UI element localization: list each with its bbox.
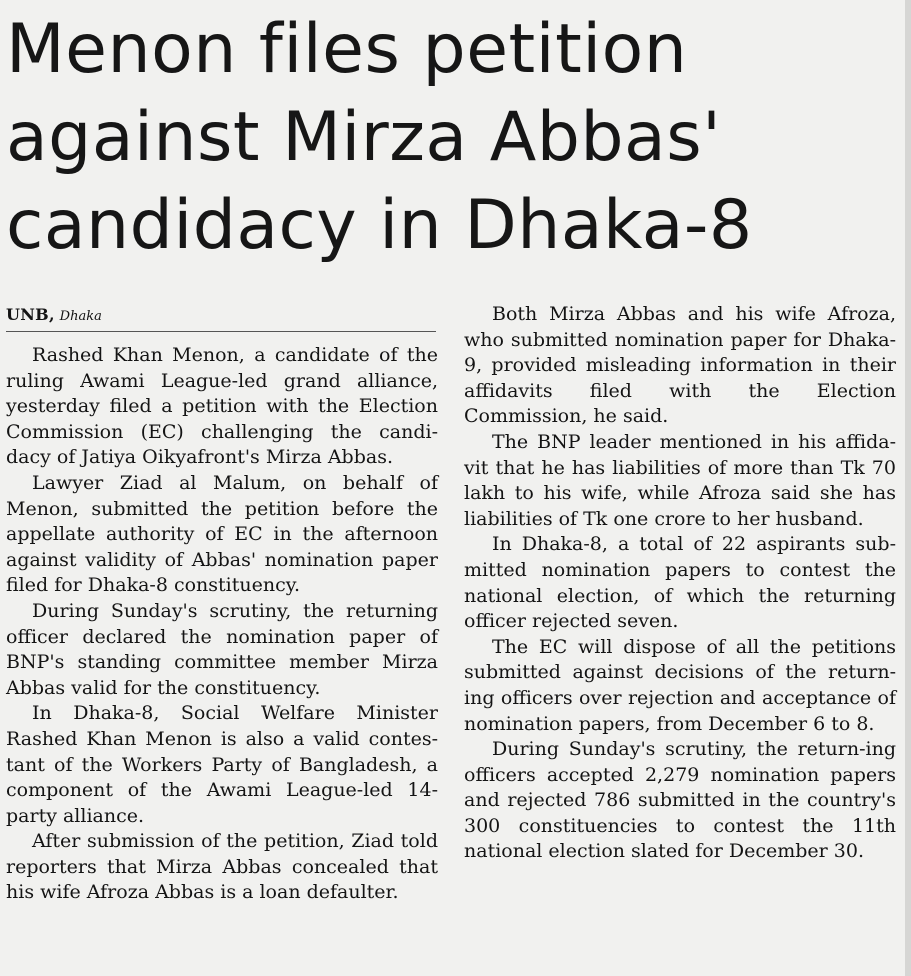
dateline: Dhaka [59,309,102,324]
paragraph: Lawyer Ziad al Malum, on behalf of Menon, submitted the petition before the appellate authority of EC in the afternoon against validity of Abbas' nomination paper filed for Dhaka-8 constituency. [6,471,438,597]
paragraph: In Dhaka-8, Social Welfare Minister Rashed Khan Menon is also a valid contes-tant of the Workers Party of Bangladesh, a component of the Awami League-led 14-party alliance. [6,702,438,827]
headline-line-1: Menon files petition [6,10,688,89]
paragraph: After submission of the petition, Ziad told reporters that Mirza Abbas concealed that his wife Afroza Abbas is a loan defaulter. [6,830,438,904]
byline-divider [6,331,436,332]
headline [6,6,901,270]
paragraph: During Sunday's scrutiny, the return-ing officers accepted 2,279 nomination papers and rejected 786 submitted in the country's 300 constituencies to contest the 11th national election slated for December 30. [464,738,896,863]
headline-line-3: candidacy in Dhaka-8 [6,186,753,265]
page-edge [905,0,911,976]
right-column [464,302,896,865]
headline-line-2: against Mirza Abbas' [6,98,722,177]
paragraph: The EC will dispose of all the petitions submitted against decisions of the return-ing officers over rejection and acceptance of nomination papers, from December 6 to 8. [464,635,896,735]
paragraph: Both Mirza Abbas and his wife Afroza, who submitted nomination paper for Dhaka-9, provided misleading information in their affidavits filed with the Election Commission, he said. [464,303,896,428]
paragraph: In Dhaka-8, a total of 22 aspirants sub-mitted nomination papers to contest the national election, of which the returning officer rejected seven. [464,533,896,633]
left-column [6,343,438,906]
byline [6,305,102,327]
news-agency: UNB, [6,305,55,324]
paragraph: During Sunday's scrutiny, the returning officer declared the nomination paper of BNP's standing committee member Mirza Abbas valid for the constituency. [6,599,438,699]
paragraph: Rashed Khan Menon, a candidate of the ruling Awami League-led grand alliance, yesterday filed a petition with the Election Commission (EC) challenging the candi-dacy of Jatiya Oikyafront's Mirza Abbas. [6,344,438,469]
paragraph: The BNP leader mentioned in his affida-vit that he has liabilities of more than Tk 70 lakh to his wife, while Afroza said she has liabilities of Tk one crore to her husband. [464,430,896,530]
